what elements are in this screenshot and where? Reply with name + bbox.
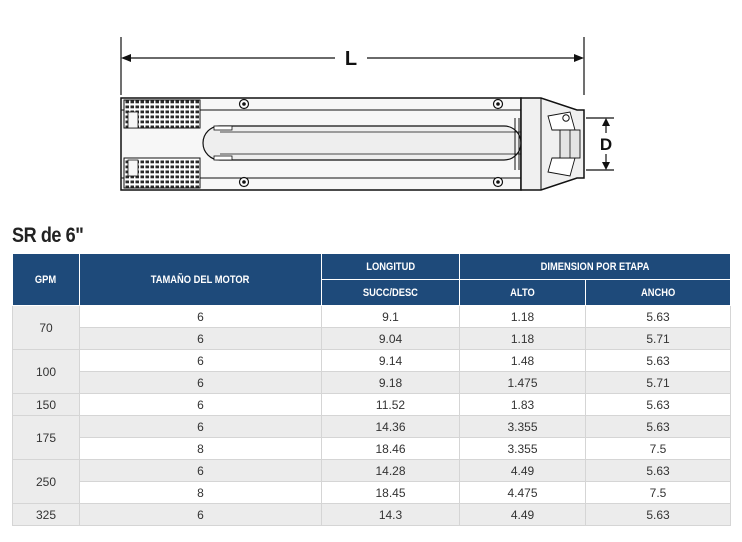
ancho-cell: 5.63 [586, 460, 731, 482]
alto-cell: 1.18 [460, 306, 586, 328]
alto-cell: 1.83 [460, 394, 586, 416]
header-gpm: GPM [13, 254, 80, 306]
ancho-cell: 7.5 [586, 438, 731, 460]
header-dimension: DIMENSION POR ETAPA [460, 254, 731, 280]
screw-icon [494, 100, 503, 109]
alto-cell: 1.48 [460, 350, 586, 372]
ancho-cell: 5.63 [586, 504, 731, 526]
table-row [13, 438, 731, 460]
succ-cell: 11.52 [322, 394, 460, 416]
table-row [13, 328, 731, 350]
alto-cell: 4.49 [460, 460, 586, 482]
gpm-cell: 150 [13, 394, 80, 416]
motor-cell: 6 [80, 372, 322, 394]
screw-icon [240, 178, 249, 187]
alto-cell: 4.475 [460, 482, 586, 504]
succ-cell: 14.28 [322, 460, 460, 482]
alto-cell: 3.355 [460, 438, 586, 460]
succ-cell: 9.18 [322, 372, 460, 394]
alto-cell: 1.18 [460, 328, 586, 350]
spec-table [12, 253, 731, 526]
header-longitud: LONGITUD [322, 254, 460, 280]
table-title: SR de 6" [12, 224, 84, 247]
gpm-cell: 325 [13, 504, 80, 526]
motor-cell: 8 [80, 438, 322, 460]
diameter-dimension [586, 118, 614, 170]
ancho-cell: 5.71 [586, 328, 731, 350]
ancho-cell: 5.71 [586, 372, 731, 394]
table-row [13, 372, 731, 394]
succ-cell: 9.04 [322, 328, 460, 350]
succ-cell: 14.36 [322, 416, 460, 438]
motor-cell: 6 [80, 460, 322, 482]
cable-guard [203, 126, 521, 160]
diameter-label: D [599, 135, 613, 154]
motor-cell: 6 [80, 306, 322, 328]
ancho-cell: 5.63 [586, 394, 731, 416]
alto-cell: 4.49 [460, 504, 586, 526]
succ-cell: 14.3 [322, 504, 460, 526]
gpm-cell: 175 [13, 416, 80, 460]
succ-cell: 9.1 [322, 306, 460, 328]
screw-icon [494, 178, 503, 187]
header-ancho: ANCHO [586, 280, 731, 306]
table-row [13, 306, 731, 328]
motor-cell: 8 [80, 482, 322, 504]
ancho-cell: 5.63 [586, 416, 731, 438]
screw-icon [240, 100, 249, 109]
table-row [13, 460, 731, 482]
header-succ: SUCC/DESC [322, 280, 460, 306]
length-label: L [344, 48, 358, 70]
pump-diagram [0, 0, 742, 210]
table-row [13, 350, 731, 372]
table-row [13, 482, 731, 504]
alto-cell: 3.355 [460, 416, 586, 438]
motor-cell: 6 [80, 504, 322, 526]
table-row [13, 394, 731, 416]
header-alto: ALTO [460, 280, 586, 306]
motor-cell: 6 [80, 328, 322, 350]
motor-cell: 6 [80, 416, 322, 438]
table-row [13, 416, 731, 438]
alto-cell: 1.475 [460, 372, 586, 394]
succ-cell: 18.46 [322, 438, 460, 460]
motor-cell: 6 [80, 350, 322, 372]
length-dimension [121, 37, 584, 95]
gpm-cell: 250 [13, 460, 80, 504]
pump-body [121, 98, 584, 190]
table-row [13, 504, 731, 526]
header-motor: TAMAÑO DEL MOTOR [80, 254, 322, 306]
gpm-cell: 70 [13, 306, 80, 350]
succ-cell: 9.14 [322, 350, 460, 372]
ancho-cell: 5.63 [586, 350, 731, 372]
motor-cell: 6 [80, 394, 322, 416]
ancho-cell: 7.5 [586, 482, 731, 504]
gpm-cell: 100 [13, 350, 80, 394]
ancho-cell: 5.63 [586, 306, 731, 328]
succ-cell: 18.45 [322, 482, 460, 504]
